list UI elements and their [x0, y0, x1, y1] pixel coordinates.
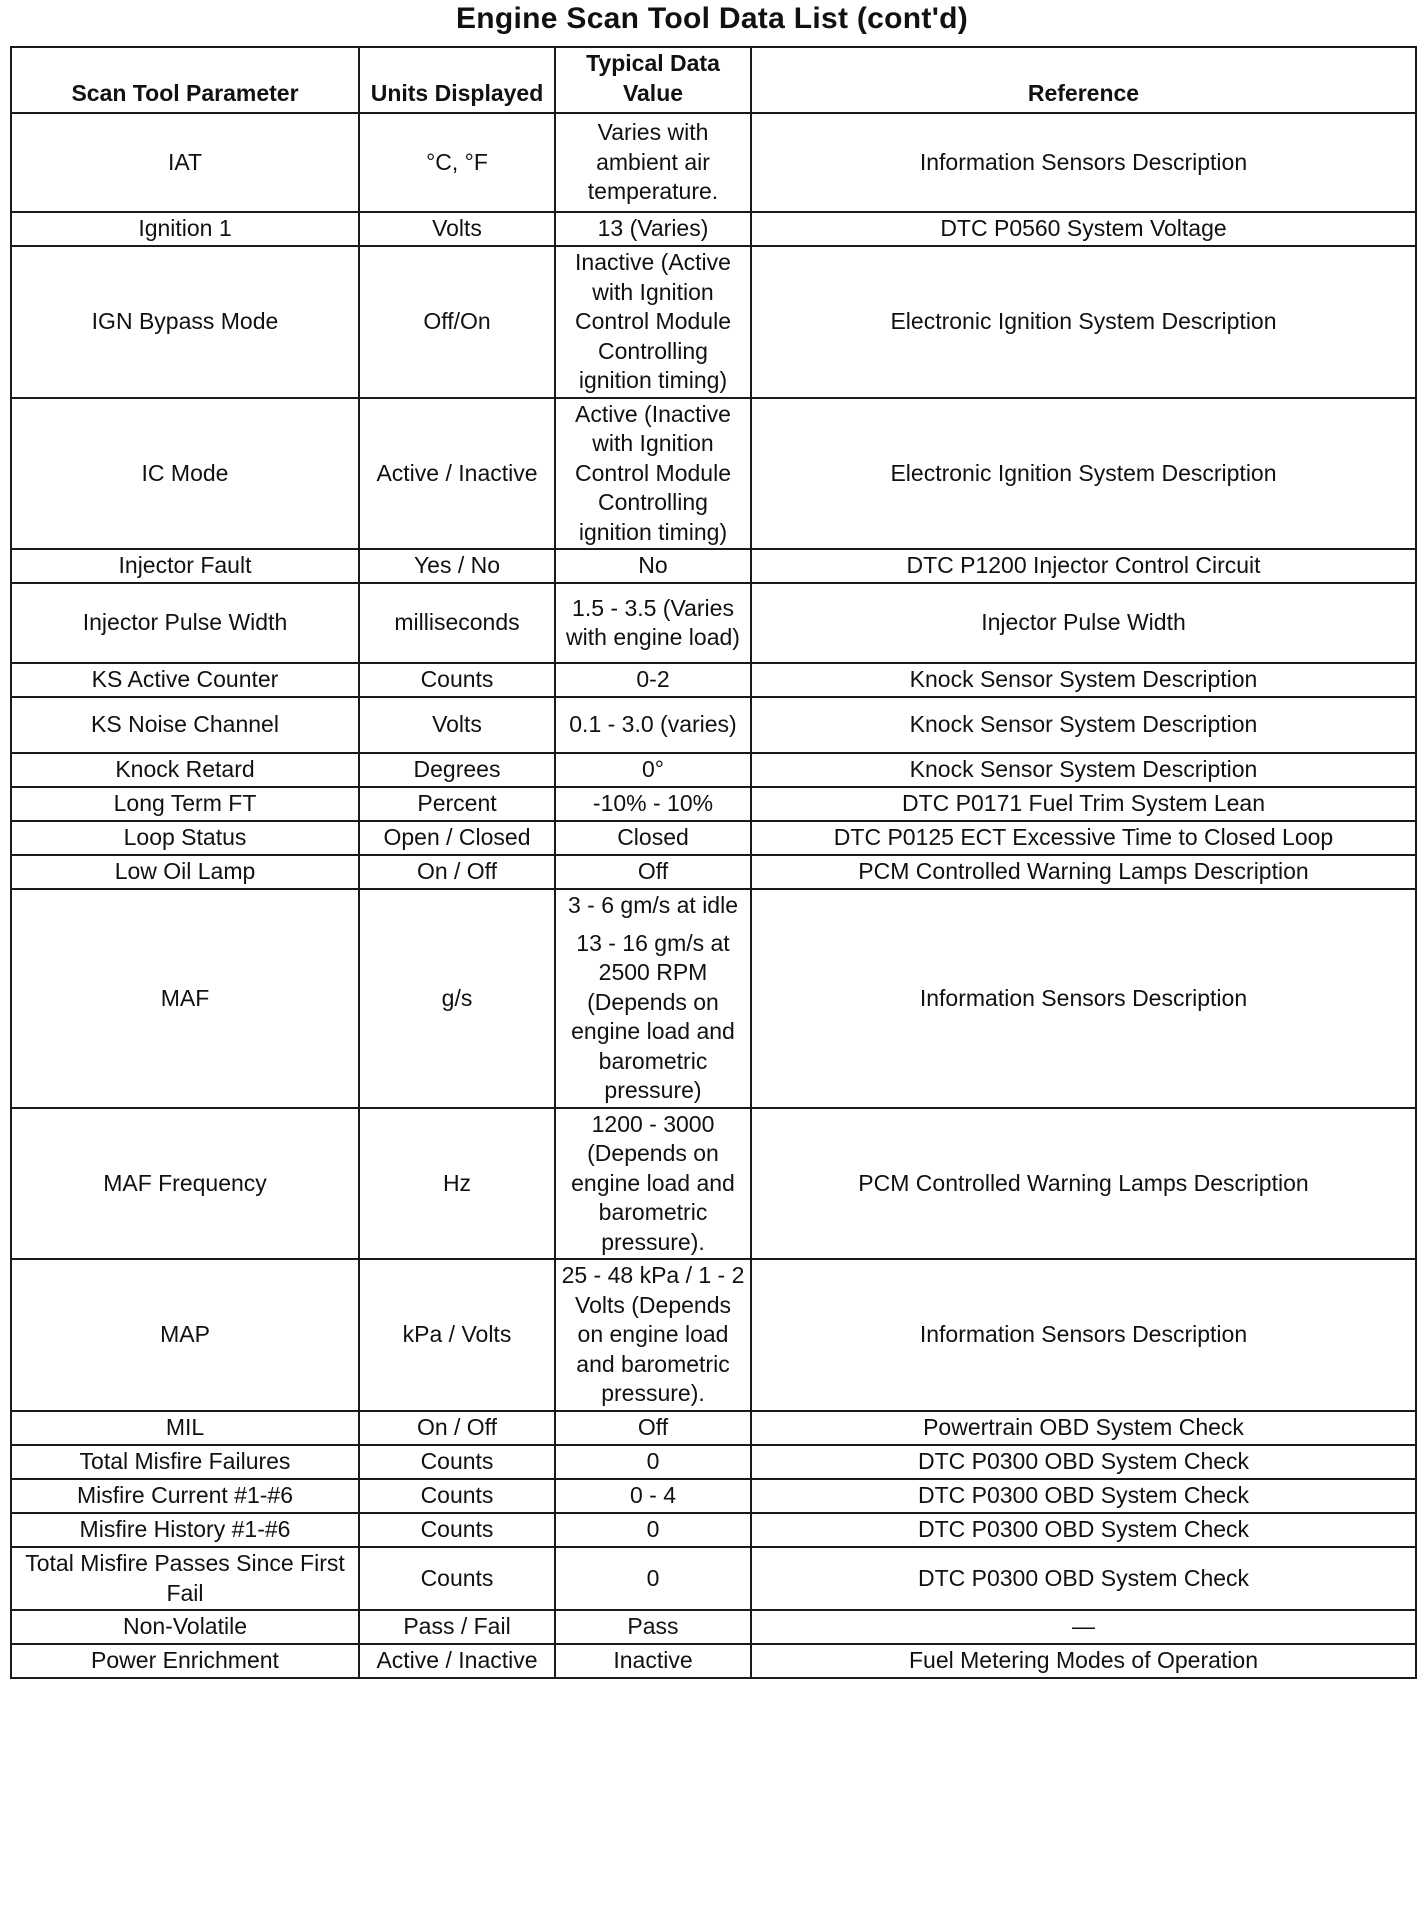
table-row	[11, 1479, 1416, 1513]
cell-units: Active / Inactive	[359, 398, 555, 550]
cell-typical	[555, 753, 751, 787]
typical-value-text: 0 - 4	[629, 1482, 677, 1509]
cell-units: Counts	[359, 1445, 555, 1479]
cell-typical	[555, 583, 751, 663]
table-row	[11, 549, 1416, 583]
cell-reference: Fuel Metering Modes of Operation	[751, 1644, 1416, 1678]
cell-typical	[555, 212, 751, 246]
cell-typical	[555, 1513, 751, 1547]
cell-reference: Electronic Ignition System Description	[751, 398, 1416, 550]
table-row	[11, 1610, 1416, 1644]
cell-parameter: Loop Status	[11, 821, 359, 855]
cell-units: Off/On	[359, 246, 555, 398]
header-reference: Reference	[751, 47, 1416, 113]
typical-value-text: Inactive	[613, 1647, 693, 1674]
cell-typical	[555, 663, 751, 697]
cell-reference: Electronic Ignition System Description	[751, 246, 1416, 398]
typical-value-text: 1.5 - 3.5 (Varies with engine load)	[566, 594, 740, 650]
cell-parameter: Non-Volatile	[11, 1610, 359, 1644]
table-row	[11, 1445, 1416, 1479]
typical-value-text: Off	[637, 1414, 669, 1441]
cell-reference: Information Sensors Description	[751, 1259, 1416, 1411]
cell-units: g/s	[359, 889, 555, 1108]
cell-parameter: Total Misfire Passes Since First Fail	[11, 1547, 359, 1610]
cell-reference: DTC P1200 Injector Control Circuit	[751, 549, 1416, 583]
cell-typical	[555, 855, 751, 889]
cell-parameter: Injector Pulse Width	[11, 583, 359, 663]
cell-reference: DTC P0300 OBD System Check	[751, 1513, 1416, 1547]
cell-typical	[555, 398, 751, 550]
table-row	[11, 246, 1416, 398]
cell-parameter: MIL	[11, 1411, 359, 1445]
table-row	[11, 1411, 1416, 1445]
typical-value-text: -10% - 10%	[592, 790, 714, 817]
cell-typical	[555, 889, 751, 1108]
cell-units: Counts	[359, 1479, 555, 1513]
cell-units: Counts	[359, 1547, 555, 1610]
table-row	[11, 113, 1416, 212]
cell-parameter: Ignition 1	[11, 212, 359, 246]
typical-value-text: No	[638, 552, 668, 579]
header-row	[11, 47, 1416, 113]
header-units: Units Displayed	[359, 47, 555, 113]
cell-reference: Information Sensors Description	[751, 113, 1416, 212]
page-title: Engine Scan Tool Data List (cont'd)	[455, 2, 969, 35]
typical-value-text: 0	[646, 1516, 660, 1543]
typical-value-text: 13 - 16 gm/s at 2500 RPM (Depends on engine load and barometric pressure)	[571, 929, 735, 1103]
table-row	[11, 1108, 1416, 1260]
typical-value-text: 3 - 6 gm/s at idle	[567, 892, 739, 918]
table-row	[11, 212, 1416, 246]
cell-parameter: IC Mode	[11, 398, 359, 550]
cell-typical	[555, 1108, 751, 1260]
cell-units: Hz	[359, 1108, 555, 1260]
cell-reference: DTC P0125 ECT Excessive Time to Closed Loop	[751, 821, 1416, 855]
cell-typical	[555, 1259, 751, 1411]
table-row	[11, 583, 1416, 663]
cell-reference: DTC P0560 System Voltage	[751, 212, 1416, 246]
cell-reference: Injector Pulse Width	[751, 583, 1416, 663]
typical-value-text: 1200 - 3000 (Depends on engine load and barometric pressure).	[571, 1110, 735, 1255]
cell-reference: PCM Controlled Warning Lamps Description	[751, 855, 1416, 889]
cell-typical	[555, 1547, 751, 1610]
cell-units: Percent	[359, 787, 555, 821]
cell-parameter: Misfire History #1-#6	[11, 1513, 359, 1547]
header-parameter: Scan Tool Parameter	[11, 47, 359, 113]
cell-units: Active / Inactive	[359, 1644, 555, 1678]
cell-parameter: Total Misfire Failures	[11, 1445, 359, 1479]
cell-reference: PCM Controlled Warning Lamps Description	[751, 1108, 1416, 1260]
table-row	[11, 1513, 1416, 1547]
cell-reference: Information Sensors Description	[751, 889, 1416, 1108]
cell-reference: Powertrain OBD System Check	[751, 1411, 1416, 1445]
cell-units: Volts	[359, 212, 555, 246]
table-row	[11, 1644, 1416, 1678]
cell-parameter: Injector Fault	[11, 549, 359, 583]
cell-units: kPa / Volts	[359, 1259, 555, 1411]
cell-parameter: KS Active Counter	[11, 663, 359, 697]
table-row	[11, 855, 1416, 889]
cell-typical	[555, 1610, 751, 1644]
typical-value-text: 0	[646, 1564, 660, 1591]
cell-units: milliseconds	[359, 583, 555, 663]
typical-value-text: 0-2	[636, 666, 670, 693]
cell-typical	[555, 1445, 751, 1479]
table-body	[11, 113, 1416, 1678]
cell-parameter: Low Oil Lamp	[11, 855, 359, 889]
typical-value-text: Inactive (Active with Ignition Control Module Controlling ignition timing)	[575, 249, 731, 393]
cell-reference: DTC P0171 Fuel Trim System Lean	[751, 787, 1416, 821]
cell-reference: Knock Sensor System Description	[751, 753, 1416, 787]
cell-typical	[555, 113, 751, 212]
cell-units: Degrees	[359, 753, 555, 787]
typical-value-text: Active (Inactive with Ignition Control Module Controlling ignition timing)	[575, 400, 731, 545]
cell-reference: DTC P0300 OBD System Check	[751, 1547, 1416, 1610]
cell-typical	[555, 1479, 751, 1513]
typical-value-text: 0	[646, 1448, 660, 1475]
cell-units: Counts	[359, 663, 555, 697]
cell-units: On / Off	[359, 855, 555, 889]
table-row	[11, 889, 1416, 1108]
typical-value-text: 25 - 48 kPa / 1 - 2 Volts (Depends on engine load and barometric pressure).	[561, 1262, 745, 1407]
table-row	[11, 697, 1416, 753]
typical-value-text: Off	[637, 858, 669, 885]
cell-units: Pass / Fail	[359, 1610, 555, 1644]
cell-parameter: IAT	[11, 113, 359, 212]
cell-parameter: KS Noise Channel	[11, 697, 359, 753]
cell-parameter: MAF Frequency	[11, 1108, 359, 1260]
table-row	[11, 787, 1416, 821]
cell-units: Yes / No	[359, 549, 555, 583]
cell-units: Counts	[359, 1513, 555, 1547]
cell-parameter: Power Enrichment	[11, 1644, 359, 1678]
typical-value-text: Closed	[617, 824, 689, 851]
cell-parameter: MAP	[11, 1259, 359, 1411]
cell-typical	[555, 821, 751, 855]
typical-value-text: Pass	[627, 1613, 679, 1640]
table-row	[11, 1259, 1416, 1411]
cell-units: Volts	[359, 697, 555, 753]
cell-typical	[555, 697, 751, 753]
header-typical: Typical Data Value	[555, 47, 751, 113]
cell-units: °C, °F	[359, 113, 555, 212]
cell-typical	[555, 1644, 751, 1678]
typical-value-text: 0°	[642, 756, 664, 783]
cell-typical	[555, 549, 751, 583]
table-row	[11, 398, 1416, 550]
table-row	[11, 821, 1416, 855]
table-row	[11, 663, 1416, 697]
cell-units: On / Off	[359, 1411, 555, 1445]
cell-typical	[555, 1411, 751, 1445]
cell-reference: Knock Sensor System Description	[751, 697, 1416, 753]
cell-parameter: Long Term FT	[11, 787, 359, 821]
cell-parameter: IGN Bypass Mode	[11, 246, 359, 398]
cell-parameter: Misfire Current #1-#6	[11, 1479, 359, 1513]
cell-parameter: MAF	[11, 889, 359, 1108]
cell-units: Open / Closed	[359, 821, 555, 855]
cell-reference: DTC P0300 OBD System Check	[751, 1445, 1416, 1479]
cell-typical	[555, 787, 751, 821]
table-row	[11, 1547, 1416, 1610]
cell-reference: Knock Sensor System Description	[751, 663, 1416, 697]
table-row	[11, 753, 1416, 787]
typical-value-text: 0.1 - 3.0 (varies)	[569, 711, 737, 738]
cell-reference: DTC P0300 OBD System Check	[751, 1479, 1416, 1513]
typical-value-text: Varies with ambient air temperature.	[587, 119, 719, 205]
scan-tool-data-table	[10, 46, 1417, 1679]
typical-value-text: 13 (Varies)	[597, 215, 709, 242]
cell-reference: —	[751, 1610, 1416, 1644]
cell-typical	[555, 246, 751, 398]
cell-parameter: Knock Retard	[11, 753, 359, 787]
